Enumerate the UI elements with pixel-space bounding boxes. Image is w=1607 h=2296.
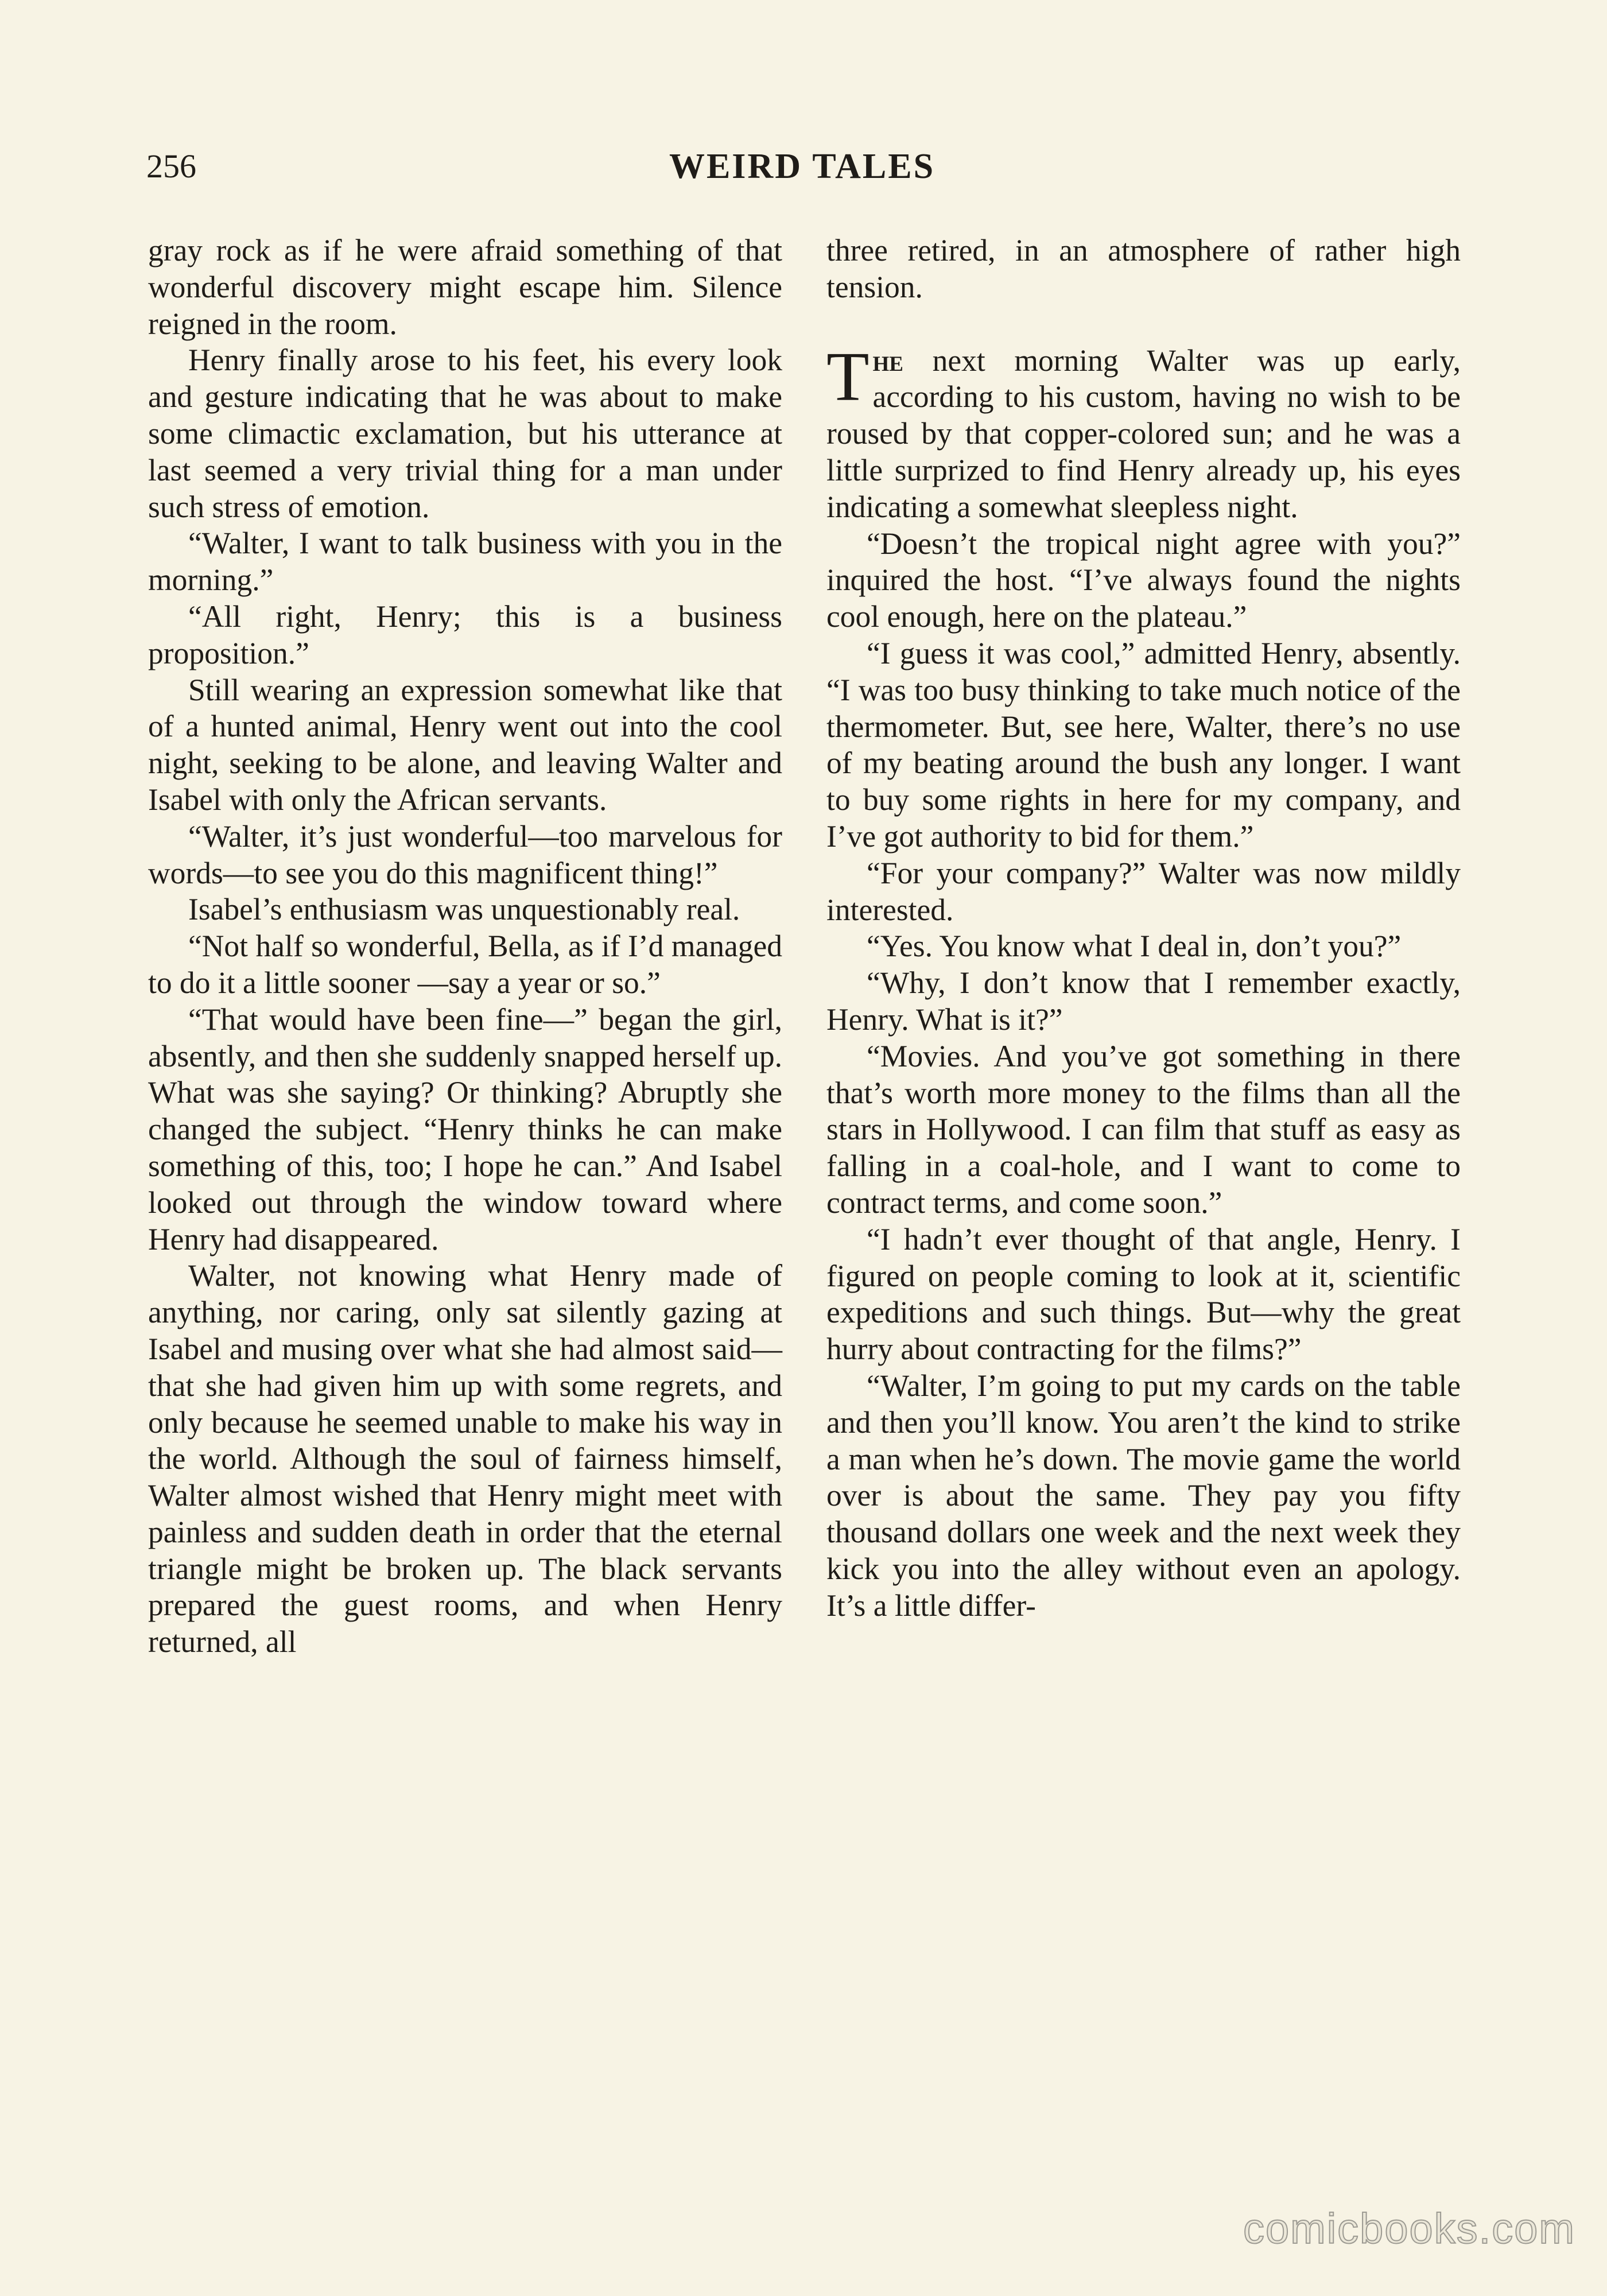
paragraph: “Walter, I want to talk business with you in the morning.”	[148, 526, 782, 598]
paragraph: “Movies. And you’ve got something in there that’s worth more money to the films than all the stars in Hollywood. I can film that stuff as easy as falling in a coal-hole, and I want to come to contract terms, and come soon.”	[826, 1038, 1461, 1220]
paragraph: gray rock as if he were afraid something of that wonderful discovery might escape him. Silence reigned in the room.	[148, 233, 782, 341]
right-column	[826, 232, 1461, 1624]
paragraph: “Not half so wonderful, Bella, as if I’d managed to do it a little sooner —say a year or so.”	[148, 929, 782, 1000]
continued-paragraph: three retired, in an atmosphere of rather high tension.	[826, 233, 1461, 304]
paragraph: Isabel’s enthusiasm was unquestionably real.	[188, 892, 740, 927]
watermark: comicbooks.com	[1243, 2205, 1575, 2252]
paragraph: “That would have been fine—” began the girl, absently, and then she suddenly snapped herself up. What was she saying? Or thinking? Abruptly she changed the subject. “Henry thinks he can make something of this, too; I hope he can.” And Isabel looked out through the window toward where Henry had disappeared.	[148, 1002, 782, 1256]
section-opening-text: next morning Walter was up early, according to his custom, having no wish to be roused by that copper-colored sun; and he was a little surprized to find Henry already up, his eyes indicating a somewhat sleepless night.	[826, 343, 1461, 524]
paragraph: “Yes. You know what I deal in, don’t you?”	[867, 929, 1402, 964]
paragraph: “I hadn’t ever thought of that angle, Henry. I figured on people coming to look at it, scientific expeditions and such things. But—why the great hurry about contracting for the films?”	[826, 1221, 1461, 1367]
paragraph: “Walter, it’s just wonderful—too marvelous for words—to see you do this magnificent thing!”	[148, 819, 782, 890]
drop-cap: T	[826, 338, 870, 416]
paragraph: “All right, Henry; this is a business proposition.”	[148, 599, 782, 670]
left-column	[148, 232, 782, 1661]
magazine-title: WEIRD TALES	[669, 147, 936, 186]
paragraph: “I guess it was cool,” admitted Henry, absently. “I was too busy thinking to take much notice of the thermometer. But, see here, Walter, there’s no use of my beating around the bush any longer. I want to buy some rights in here for my company, and I’ve got authority to bid for them.”	[826, 635, 1461, 854]
page-number: 256	[146, 148, 196, 185]
paragraph: Still wearing an expression somewhat like that of a hunted animal, Henry went out into the cool night, seeking to be alone, and leaving Walter and Isabel with only the African servants.	[148, 672, 782, 817]
paragraph: “Doesn’t the tropical night agree with you?” inquired the host. “I’ve always found the nights cool enough, here on the plateau.”	[826, 526, 1461, 634]
paragraph: Henry finally arose to his feet, his every look and gesture indicating that he was about to make some climactic exclamation, but his utterance at last seemed a very trivial thing for a man under such stress of emotion.	[148, 343, 782, 524]
paragraph: “For your company?” Walter was now mildly interested.	[826, 855, 1461, 927]
section-opening-paragraph	[826, 338, 1461, 526]
paragraph: Walter, not knowing what Henry made of anything, nor caring, only sat silently gazing at Isabel and musing over what she had almost said— that she had given him up with some regrets, and only because he seemed unable to make his way in the world. Although the soul of fairness himself, Walter almost wished that Henry might meet with painless and sudden death in order that the eternal triangle might be broken up. The black servants prepared the guest rooms, and when Henry returned, all	[148, 1258, 782, 1659]
small-caps-lead: he	[872, 343, 903, 378]
page-header	[146, 144, 1458, 189]
paragraph: “Why, I don’t know that I remember exactly, Henry. What is it?”	[826, 965, 1461, 1037]
paragraph: “Walter, I’m going to put my cards on the table and then you’ll know. You aren’t the kind to strike a man when he’s down. The movie game the world over is about the same. They pay you fifty thousand dollars one week and the next week they kick you into the alley without even an apology. It’s a little differ-	[826, 1368, 1461, 1623]
